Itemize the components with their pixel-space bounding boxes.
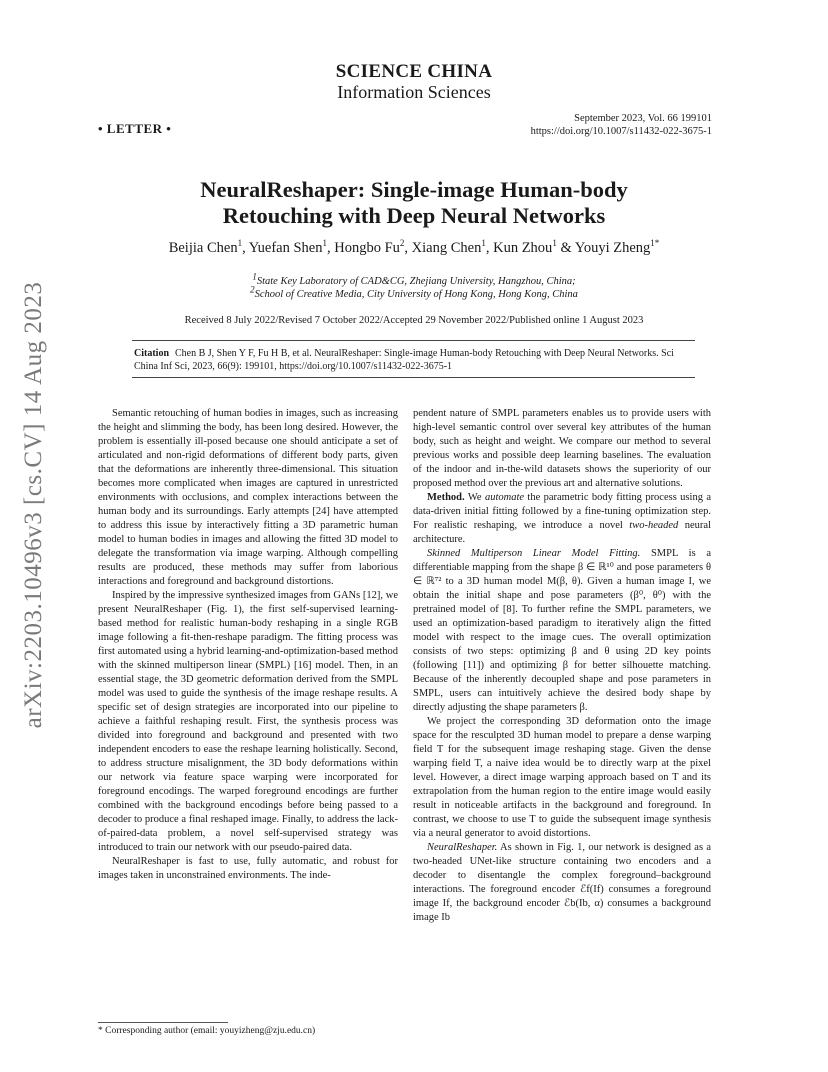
author: Hongbo Fu$^2$ — [334, 238, 405, 256]
paragraph-neuralreshaper: NeuralReshaper. As shown in Fig. 1, our network is designed as a two-headed UNet-like structure containing two encoders and a decoder to disentangle the complex foreground–background interactions. The foreground encoder ℰf(If) consumes a foreground image If, the background encoder ℰb(Ib, α) consumes a background image Ib — [413, 842, 711, 923]
author-list: Beijia Chen$^1$, Yuefan Shen$^1$, Hongbo Fu$^2$, Xiang Chen$^1$, Kun Zhou$^1$ & Youyi Zheng$^{1*}$ — [168, 238, 660, 256]
paragraph: We project the corresponding 3D deformation onto the image space for the resculpted 3D human model to prepare a dense warping field T for the subsequent image reshaping stage. Given the dense warping field T, a naive idea would be to directly warp at the pixel level. However, a direct image warping approach based on T and its extrapolation from the human region to the entire image would easily result in noticeable artifacts in the background and foreground. In contrast, we choose to use T to guide the subsequent image synthesis via a neural generator to avoid distortions. — [413, 716, 711, 839]
body-column-left — [98, 407, 398, 883]
paragraph-smpl: Skinned Multiperson Linear Model Fitting. SMPL is a differentiable mapping from the shape β ∈ ℝ¹⁰ and pose parameters θ ∈ ℝ⁷² to a 3D human model M(β, θ). Given a human image I, we obtain the initial shape and pose parameters (β⁰, θ⁰) with the pretrained model of [8]. To further refine the SMPL parameters, we used an optimization-based paradigm to iteratively align the fitted model with respect to the image cues. The overall optimization consists of two steps: optimizing β and θ using 2D key points (following [11]) and optimizing β for better silhouette matching. Because of the inherently decoupled shape and pose parameters in SMPL, users can intuitively achieve the desired body shape by directly adjusting the shape parameters β. — [413, 548, 711, 713]
citation-rule-top — [132, 340, 695, 341]
received-dates: Received 8 July 2022/Revised 7 October 2022/Accepted 29 November 2022/Published online 1 August 2023 — [184, 315, 644, 326]
footnote: * Corresponding author (email: youyizheng@zju.edu.cn) — [98, 1026, 316, 1036]
paragraph: NeuralReshaper is fast to use, fully automatic, and robust for images taken in unconstrained environments. The inde- — [98, 856, 398, 881]
author: Kun Zhou$^1$ — [493, 238, 557, 256]
citation-block — [134, 347, 694, 373]
journal-subtitle: Information Sciences — [337, 82, 491, 102]
paragraph: Inspired by the impressive synthesized images from GANs [12], we present NeuralReshaper (Fig. 1), the first self-supervised learning-based method for realistic human-body reshaping in a single RGB image following a fit-then-reshape paradigm. The fitting process was first automated using a hybrid learning-and-optimization-based method with the skinned multiperson linear (SMPL) [16] model. Then, in an essential stage, the 3D geometric deformation derived from the SMPL model was used to guide the synthesis of the image reshape results. A specific set of design strategies are incorporated into our pipeline to achieve a faithful reshaping result. First, the synthesis process was divided into foreground and background and presented with two independent encoders to ease the reshape learning holistically. Second, to address structure misalignment, the 3D body deformations within our network via feature space warping were incorporated for foreground encodings. The warped foreground encodings are further combined with the background encodings before being passed to a decoder to produce a final reshaped image. Finally, to address the lack-of-paired-data problem, a novel self-supervised strategy was introduced to train our network with our pseudo-paired data. — [98, 590, 398, 853]
section-tag: • LETTER • — [98, 121, 172, 136]
paragraph-method: Method. We automate the parametric body fitting process using a data-driven initial fitting followed by a fine-tuning optimization step. For realistic reshaping, we introduce a novel two-headed neural architecture. — [413, 492, 711, 545]
citation-text: Chen B J, Shen Y F, Fu H B, et al. NeuralReshaper: Single-image Human-body Retouching with Deep Neural Networks. Sci China Inf Sci, 2023, 66(9): 199101, https://doi.org/10.1007/s11432-022-3675-1 — [134, 348, 674, 372]
arxiv-stamp — [20, 280, 47, 730]
author: Yuefan Shen$^1$ — [248, 238, 327, 256]
paper-title-line-2: Retouching with Deep Neural Networks — [222, 203, 606, 228]
affiliation-2: $^2$School of Creative Media, City University of Hong Kong, Hong Kong, China — [250, 284, 578, 300]
publication-date-volume: September 2023, Vol. 66 199101 — [574, 113, 712, 124]
author: Xiang Chen$^1$ — [411, 238, 486, 256]
author: Youyi Zheng$^{1*}$ — [574, 238, 660, 256]
arxiv-stamp-text: arXiv:2203.10496v3 [cs.CV] 14 Aug 2023 — [20, 281, 47, 729]
journal-name: SCIENCE CHINA — [335, 61, 493, 82]
paper-title — [0, 177, 828, 229]
affiliation-1: $^1$State Key Laboratory of CAD&CG, Zhejiang University, Hangzhou, China; — [252, 271, 576, 287]
citation-rule-bottom — [132, 377, 695, 378]
author: Beijia Chen$^1$ — [168, 238, 243, 256]
paragraph: Semantic retouching of human bodies in images, such as increasing the height and slimming the body, has been long desired. However, the problem is essentially ill-posed because one should anticipate a set of articulated and non-rigid deformations of different body parts, given that the deformations are inherently three-dimensional. This situation becomes more complicated when images are captured in unrestricted environments with occlusions, and complex interactions between the human body and its surroundings. Early attempts [24] have attempted to address this issue by interactively fitting a 3D parametric human model to human bodies in images and allowing the fitted 3D model to delegate the transformation via image warping. Although compelling results are produced, these methods may suffer from laborious interactions and foreground and background distortions. — [98, 408, 398, 587]
paragraph: pendent nature of SMPL parameters enables us to provide users with high-level semantic control over several key attributes of the human body, such as height and weight. We compare our method to several previous works and possible deep learning baselines. The evaluation of the indoor and in-the-wild datasets shows the superiority of our proposed method over the previous art and alternative solutions. — [413, 408, 711, 489]
footnote-rule — [98, 1022, 228, 1023]
paper-title-line-1: NeuralReshaper: Single-image Human-body — [200, 177, 628, 202]
citation-label: Citation — [134, 348, 169, 359]
run-in-heading: Method. — [427, 492, 465, 503]
body-column-right — [413, 407, 711, 925]
run-in-heading: NeuralReshaper. — [427, 842, 498, 853]
publication-doi: https://doi.org/10.1007/s11432-022-3675-1 — [530, 126, 712, 137]
run-in-heading: Skinned Multiperson Linear Model Fitting. — [427, 548, 641, 559]
